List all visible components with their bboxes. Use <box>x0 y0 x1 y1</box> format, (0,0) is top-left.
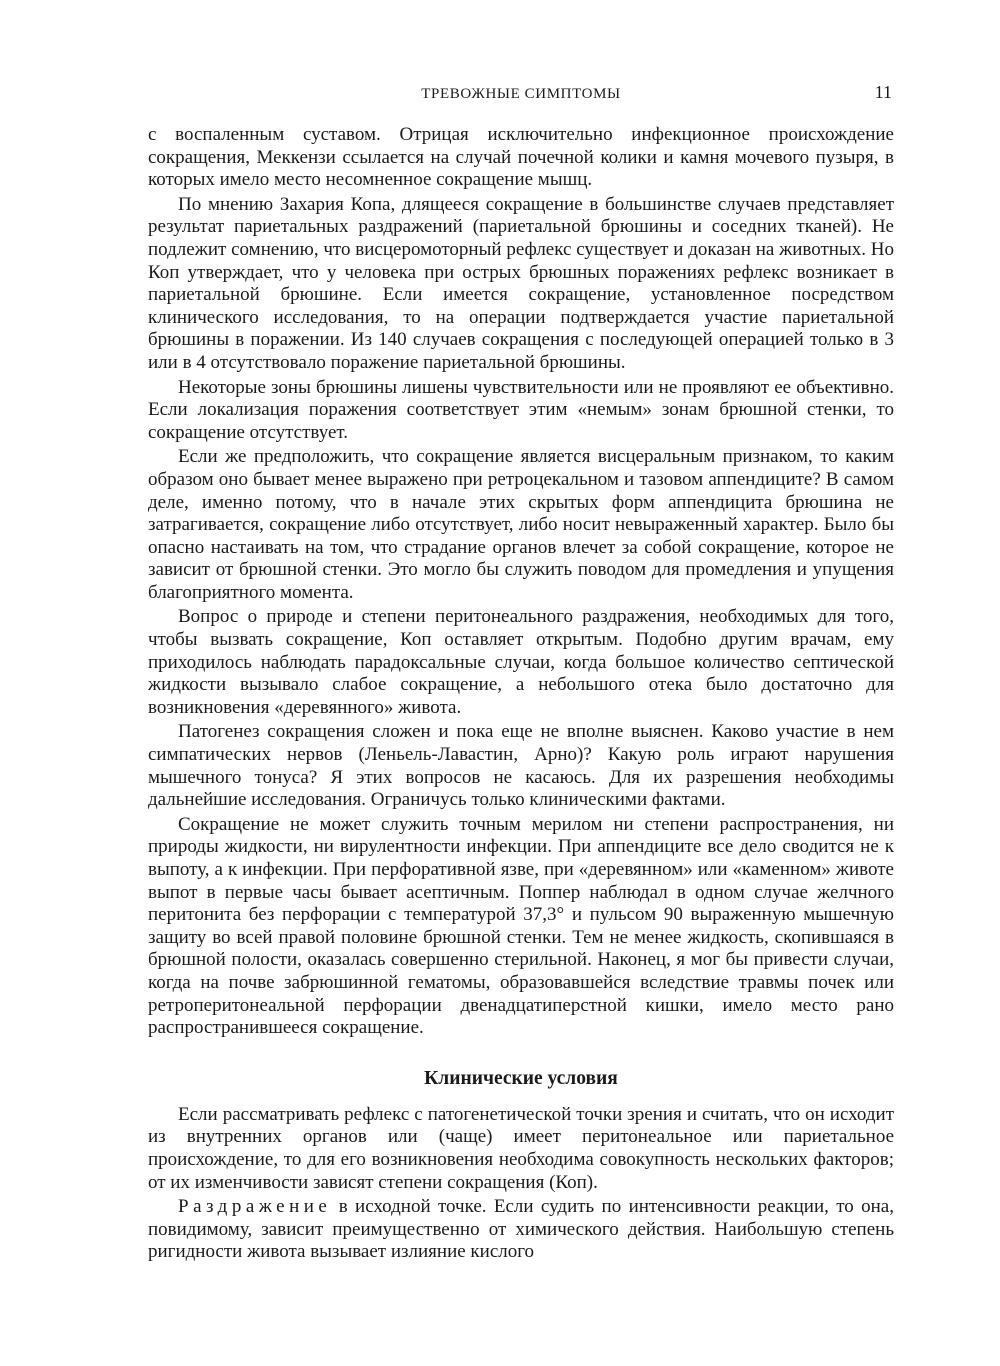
paragraph: Вопрос о природе и степени перитонеального раздражения, необходимых для того, чтобы вызвать сокращение, Коп оставляет открытым. Подобно другим врачам, ему приходилось наблюдать парадоксальные случаи, когда большое количество септической жидкости вызывало слабое сокращение, а небольшого отека было достаточно для возникновения «деревянного» живота. <box>148 606 894 718</box>
paragraph: По мнению Захария Копа, длящееся сокращение в большинстве случаев представляет результат париетальных раздражений (париетальной брюшины и соседних тканей). Не подлежит сомнению, что висцеромоторный рефлекс существует и доказан на животных. Но Коп утверждает, что у человека при острых брюшных поражениях рефлекс возникает в париетальной брюшине. Если имеется сокращение, установленное посредством клинического исследования, то на операции подтверждается участие париетальной брюшины в поражении. Из 140 случаев сокращения с последующей операцией только в 3 или в 4 отсутствовало поражение париетальной брюшины. <box>148 193 894 373</box>
paragraph-continuation: с воспаленным суставом. Отрицая исключительно инфекционное происхождение сокращения, Меккензи ссылается на случай почечной колики и камня мочевого пузыря, в которых имело место несомненное сокращение мышц. <box>148 124 894 191</box>
section-paragraph-spaced <box>148 1196 894 1264</box>
paragraph: Патогенез сокращения сложен и пока еще не вполне выяснен. Каково участие в нем симпатических нервов (Леньель-Лавастин, Арно)? Какую роль играют нарушения мышечного тонуса? Я этих вопросов не касаюсь. Для их разрешения необходимы дальнейшие исследования. Ограничусь только клиническими фактами. <box>148 721 894 811</box>
section-heading: Клинические условия <box>424 1067 618 1089</box>
spaced-term: Раздражение <box>178 1196 332 1218</box>
paragraph: Сокращение не может служить точным мерилом ни степени распространения, ни природы жидкости, ни вирулентности инфекции. При аппендиците все дело сводится не к выпоту, а к инфекции. При перфоративной язве, при «деревянном» или «каменном» животе выпот в первые часы бывает асептичным. Поппер наблюдал в одном случае желчного перитонита без перфорации с температурой 37,3° и пульсом 90 выраженную мышечную защиту во всей правой половине брюшной стенки. Тем не менее жидкость, скопившаяся в брюшной полости, оказалась совершенно стерильной. Наконец, я мог бы привести случаи, когда на почве забрюшинной гематомы, образовавшейся вследствие травмы почек или ретроперитонеальной перфорации двенадцатиперстной кишки, имело место рано распространившееся сокращение. <box>148 813 894 1039</box>
running-title: ТРЕВОЖНЫЕ СИМПТОМЫ <box>421 86 621 102</box>
document-page <box>148 82 894 1266</box>
running-header <box>148 82 894 108</box>
paragraph: Если же предположить, что сокращение является висцеральным признаком, то каким образом оно бывает менее выражено при ретроцекальном и тазовом аппендиците? В самом деле, именно потому, что в начале этих скрытых форм аппендицита брюшина не затрагивается, сокращение либо отсутствует, либо носит невыраженный характер. Было бы опасно настаивать на том, что страдание органов влечет за собой сокращение, которое не зависит от брюшной стенки. Это могло бы служить поводом для промедления и упущения благоприятного момента. <box>148 446 894 603</box>
section-paragraph: Если рассматривать рефлекс с патогенетической точки зрения и считать, что он исходит из внутренних органов или (чаще) имеет перитонеальное или париетальное происхождение, то для его возникновения необходима совокупность нескольких факторов; от их изменчивости зависят степени сокращения (Коп). <box>148 1103 894 1193</box>
paragraph: Некоторые зоны брюшины лишены чувствительности или не проявляют ее объективно. Если локализация поражения соответствует этим «немым» зонам брюшной стенки, то сокращение отсутствует. <box>148 376 894 443</box>
page-number: 11 <box>874 82 892 102</box>
paragraph-text: в исходной точке. Если судить по интенсивности реакции, то она, повидимому, зависит преимущественно от химического действия. Наибольшую степень ригидности живота вызывает излияние кислого <box>148 1196 894 1263</box>
